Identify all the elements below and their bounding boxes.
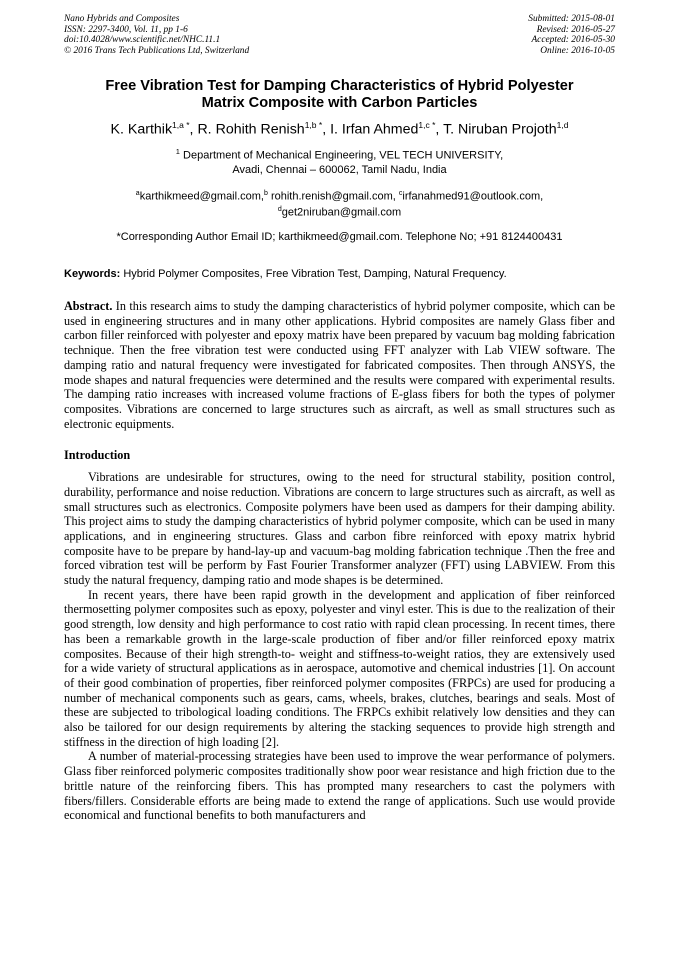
author-separator: ,	[435, 122, 444, 139]
journal-name: Nano Hybrids and Composites	[64, 14, 180, 24]
paragraph: In recent years, there have been rapid growth in the development and application of fiber reinforced thermosetting polymer composites such as epoxy, polyester and vinyl ester. This is due to the realization of their good strength, low density and high performance to cost ratio with rapid clean processing. In recent times, there has been a remarkable growth in the large-scale production of fiber and/or filler reinforced epoxy matrix composites. Because of their high strength-to- weight and stiffness-to-weight ratios, they are extensively used for a wide variety of structural applications as in aerospace, automotive and chemical industries [1]. On account of their good combination of properties, fiber reinforced polymer composites (FRPCs) are used for producing a number of mechanical components such as gears, cams, wheels, brakes, clutches, bearings and seals. Most of these are subjected to tribological loading conditions. The FRPCs exhibit relatively low densities and they can also be tailored for our design requirements by altering the stacking sequences to provide high strength and stiffness in the direction of high loading [2].	[64, 587, 615, 749]
author-separator: ,	[189, 122, 198, 139]
section-heading-introduction: Introduction	[64, 448, 131, 463]
abstract-text: In this research aims to study the damping characteristics of hybrid polymer composite, which can be used in engineering structures and in many other applications. Hybrid composites are namely Glass fiber and carbon filler reinforced with polyester and epoxy matrix have been prepared by vacuum bag molding fabrication technique. Then the free vibration test were conducted using FFT analyzer with Lab VIEW software. The damping ratio and natural frequency were investigated for fabricated composites. Then through ANSYS, the mode shapes and natural frequencies were determined and the results were compared with experimental results. The damping ratio increases with increased volume fractions of E-glass fibers for both the types of polymer composites. Vibrations are concerned to large structures such as aircraft, as well as small structures such as electronic equipments.	[64, 299, 615, 431]
paragraph: Vibrations are undesirable for structures, owing to the need for structural stability, position control, durability, performance and noise reduction. Vibrations are concern to large structures such as aircraft, as well as small structures such as electronics. Composite polymers have been used as dampers for their damping ability. This project aims to study the damping characteristics of hybrid polymer composite, which can be used in many applications, and in engineering structures. Glass and carbon fibre reinforced with epoxy matrix hybrid composite have to be prepare by hand-lay-up and vacuum-bag molding fabrication technique .Then the free and forced vibration test will be perform by Fast Fourier Transformer analyzer (FFT) using LABVIEW. From this study the natural frequency, damping ratio and mode shapes is be determined.	[64, 470, 615, 588]
email-c[interactable]: irfanahmed91@outlook.com,	[402, 190, 544, 203]
author-name: I. Irfan Ahmed	[330, 122, 419, 139]
publication-dates	[528, 14, 615, 56]
affiliation-line-1: Department of Mechanical Engineering, VEL TECH UNIVERSITY,	[183, 149, 504, 162]
affiliation-line-2: Avadi, Chennai – 600062, Tamil Nadu, India	[232, 163, 447, 176]
email-a[interactable]: karthikmeed@gmail.com,	[139, 190, 264, 203]
email-mark: b	[263, 189, 268, 197]
keywords-text: Hybrid Polymer Composites, Free Vibration Test, Damping, Natural Frequency.	[123, 268, 507, 281]
email-mark: d	[277, 206, 282, 214]
date-accepted: Accepted: 2016-05-30	[531, 35, 615, 46]
email-mark: a	[135, 189, 140, 197]
title-line-1: Free Vibration Test for Damping Characteristics of Hybrid Polyester	[105, 78, 574, 95]
abstract-label: Abstract.	[64, 299, 113, 314]
journal-copyright: © 2016 Trans Tech Publications Ltd, Switzerland	[64, 45, 250, 56]
paragraph: A number of material-processing strategies have been used to improve the wear performance of polymers. Glass fiber reinforced polymeric composites traditionally show poor wear resistance and high friction due to the brittle nature of the reinforcing fibers. This has prompted many researchers to cast the polymers with fibers/fillers. Considerable efforts are being made to extend the range of applications. Such use would provide economical and functional benefits to both manufacturers and	[64, 749, 615, 823]
author-name: T. Niruban Projoth	[443, 122, 557, 139]
author-name: K. Karthik	[110, 122, 173, 139]
author-affiliation-mark: 1,c *	[418, 120, 436, 131]
date-submitted: Submitted: 2015-08-01	[528, 14, 615, 24]
date-online: Online: 2016-10-05	[540, 45, 615, 56]
journal-info	[64, 14, 249, 56]
journal-doi[interactable]: doi:10.4028/www.scientific.net/NHC.11.1	[64, 35, 221, 46]
title-line-2: Matrix Composite with Carbon Particles	[201, 95, 478, 112]
paper-page	[64, 14, 615, 823]
paper-title	[64, 78, 615, 112]
keywords-label: Keywords:	[64, 268, 121, 281]
journal-issn: ISSN: 2297-3400, Vol. 11, pp 1-6	[64, 24, 188, 35]
email-d[interactable]: get2niruban@gmail.com	[281, 207, 402, 220]
journal-header	[64, 14, 615, 56]
author-affiliation-mark: 1,a *	[172, 120, 190, 131]
author-affiliation-mark: 1,d	[556, 120, 569, 131]
author-affiliation-mark: 1,b *	[304, 120, 323, 131]
abstract	[64, 299, 615, 431]
author-emails	[64, 187, 615, 220]
keywords	[64, 267, 615, 281]
date-revised: Revised: 2016-05-27	[536, 24, 615, 35]
author-list	[64, 116, 615, 139]
author-separator: ,	[322, 122, 331, 139]
author-name: R. Rohith Renish	[197, 122, 305, 139]
affiliation-mark: 1	[175, 147, 180, 157]
email-mark: c	[398, 189, 403, 197]
affiliation	[64, 145, 615, 177]
corresponding-author: *Corresponding Author Email ID; karthikmeed@gmail.com. Telephone No; +91 8124400431	[116, 231, 563, 244]
email-b[interactable]: rohith.renish@gmail.com,	[270, 190, 396, 203]
